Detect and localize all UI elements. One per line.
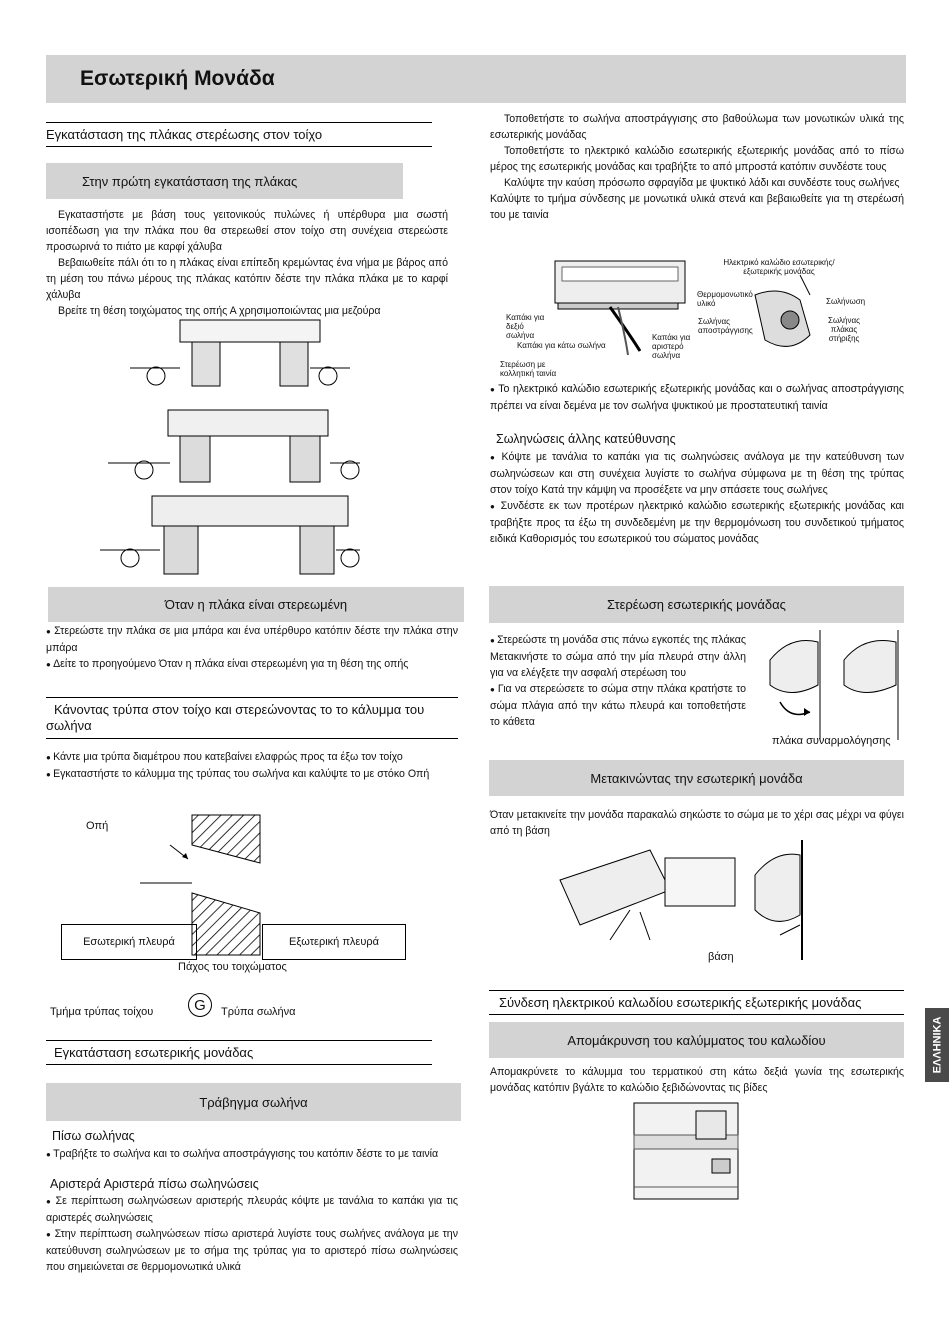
bullet: ● Σε περίπτωση σωληνώσεων αριστερής πλευράς κόψτε με τανάλια το καπάκι για τις αριστερές σωληνώσεις [46,1193,458,1226]
fig-label-cable: Ηλεκτρικό καλώδιο εσωτερικής/ εξωτερικής μονάδας [723,258,835,276]
box-fixing-unit: Στερέωση εσωτερικής μονάδας [489,586,904,623]
other-direction-bullets [490,449,904,547]
plate-fixed-bullets [46,623,458,673]
box-plate-fixed: Όταν η πλάκα είναι στερεωμένη [48,587,464,622]
fig-label-cap-right: Καπάκι για δεξιό σωλήνα [506,313,545,340]
pipe-connection-text [490,111,904,223]
wall-hole-bullets [46,749,458,783]
bullet: ● Τραβήξτε το σωλήνα και το σωλήνα αποστράγγισης του κατόπιν δέστε το με ταινία [46,1146,458,1163]
box-moving-unit: Μετακινώντας την εσωτερική μονάδα [489,760,904,796]
left-rear-bullets [46,1193,458,1275]
section-title-wall-hole: Κάνοντας τρύπα στον τοίχο και στερεώνοντας το το κάλυμμα του σωλήνα [46,697,458,739]
bullet: ● Δείτε το προηγούμενο Όταν η πλάκα είναι στερεωμένη για τη θέση της οπής [46,656,458,673]
inner-side-label: Εσωτερική πλευρά [61,924,197,960]
bullet: Απομακρύνετε το κάλυμμα του τερματικού στη κάτω δεξιά γωνία της εσωτερικής μονάδας κατόπιν βγάλτε το καλώδιο ξεβιδώνοντας τις βίδες [490,1066,904,1094]
bullet: ● Στερεώστε την πλάκα σε μια μπάρα και ένα υπέρθυρο κατόπιν δέστε την πλάκα στην μπάρα [46,623,458,656]
fig-label-piping: Σωλήνωση [826,297,866,306]
fig-label-insulation: Θερμομονωτικό υλικό [697,290,753,308]
section-title-plate: Εγκατάσταση της πλάκας στερέωσης στον τοίχο [46,122,432,147]
mounting-plate-figure-2 [108,410,360,482]
moving-unit-figure [550,840,850,960]
fixing-unit-bullets [490,632,746,730]
bullet: ● Κάντε μια τρύπα διαμέτρου που κατεβαίνει ελαφρώς προς τα έξω τον τοίχο [46,749,458,766]
mounting-plate-figures [100,318,360,588]
section-title-cable-connection: Σύνδεση ηλεκτρικού καλωδίου εσωτερικής εξωτερικής μονάδας [489,990,904,1015]
cable-bullet [490,381,904,414]
rear-pipe-bullet [46,1146,458,1163]
moving-unit-bullet [490,807,904,839]
paragraph: Βεβαιωθείτε πάλι ότι το η πλάκας είναι επίπεδη κρεμώντας ένα νήμα με βάρος από τη μέση του πάνω μέρους της πλάκας κατόπιν δέστε την πλάκα πλάκα με το καρφί χάλυβα [46,257,448,301]
fig-label-cap-left: Καπάκι για αριστερό σωλήνα [652,333,691,360]
bullet: ● Συνδέστε εκ των προτέρων ηλεκτρικό καλώδιο εσωτερικής εξωτερικής μονάδας και τραβήξτε προς τα έξω τη συνδεδεμένη με την θερμομόνωση του συνδετικού τμήματος ειδικά Καθορισμός του εσωτερικού του σώματος μονάδας [490,498,904,547]
other-direction-subtitle: Σωληνώσεις άλλης κατεύθυνσης [496,432,676,446]
rear-pipe-subtitle: Πίσω σωλήνας [52,1129,135,1143]
pipe-hole-label: Τρύπα σωλήνα [221,1006,296,1018]
fig-label-tape: Στερέωση με κολλητική ταινία [500,360,557,378]
language-tab [925,1008,949,1082]
paragraph: Καλύψτε την καύση πρόσωπο σφραγίδα με ψυκτικό λάδι και συνδέστε τους σωλήνες [504,177,900,189]
mounting-plate-figure-3 [100,496,360,574]
wall-hole-part-label: Τμήμα τρύπας τοίχου [50,1006,154,1018]
plate-instructions [46,207,448,319]
g-symbol: G [188,993,212,1017]
box-pulling-pipe: Τράβηγμα σωλήνα [46,1083,461,1121]
fixing-unit-figure [760,630,906,740]
paragraph: Τοποθετήστε το σωλήνα αποστράγγισης στο βαθούλωμα των μονωτικών υλικά της εσωτερικής μονάδας [490,113,904,141]
bullet: ● Κόψτε με τανάλια το καπάκι για τις σωληνώσεις ανάλογα με την κατεύθυνση των σωληνώσεων και στη συνέχεια λυγίστε το σωλήνα σύμφωνα με τη θέση της τρύπας στον τοίχο Κατά την κάμψη να προσέξετε να μην σπάσετε τους σωλήνες [490,449,904,498]
hole-label: Οπή [86,820,109,832]
bullet: Όταν μετακινείτε την μονάδα παρακαλώ σηκώστε το σώμα με το χέρι σας μέχρι να φύγει από τη βάση [490,809,904,837]
language-tab-label: ΕΛΛΗΝΙΚΑ [931,1016,943,1074]
bullet: ● Το ηλεκτρικό καλώδιο εσωτερικής εξωτερικής μονάδας και ο σωλήνας αποστράγγισης πρέπει να είναι δεμένα με τον σωλήνα ψυκτικού με προστατευτική ταινία [490,381,904,414]
fig-label-cap-bottom: Καπάκι για κάτω σωλήνα [517,341,606,350]
fig-label-plate-hooks: Σωλήνας πλάκας στήριξης [828,316,860,343]
box-remove-cover: Απομάκρυνση του καλύμματος του καλωδίου [489,1022,904,1058]
terminal-cover-figure [634,1103,738,1211]
section-title-indoor-install: Εγκατάσταση εσωτερικής μονάδας [46,1040,432,1065]
paragraph: Τοποθετήστε το ηλεκτρικό καλώδιο εσωτερικής εξωτερικής μονάδας από το πίσω μέρος της εσωτερικής μονάδας και τραβήξτε το από μπροστά κατόπιν συνδέστε τους [490,145,904,173]
base-label: βάση [708,951,734,963]
bullet: ● Στην περίπτωση σωληνώσεων πίσω αριστερά λυγίστε τους σωλήνες ανάλογα με την κατεύθυνση σωληνώσεων με το σήμα της τρύπας για το αριστερό πίσω σωληνώσεις που σημειώνεται σε θερμομονωτικά υλικά [46,1226,458,1275]
bullet: ● Στερεώστε τη μονάδα στις πάνω εγκοπές της πλάκας Μετακινήστε το σώμα από την μία πλευρά στην άλλη για να ελέγξετε την ασφαλή στερέωση του [490,632,746,681]
wall-thickness-label: Πάχος του τοιχώματος [178,961,287,973]
bullet: ● Εγκαταστήστε το κάλυμμα της τρύπας του σωλήνα και καλύψτε το με στόκο Οπή [46,766,458,783]
outer-side-label: Εξωτερική πλευρά [262,924,406,960]
box-first-installation: Στην πρώτη εγκατάσταση της πλάκας [46,163,403,199]
page-header [46,55,906,103]
bullet: ● Για να στερεώσετε το σώμα στην πλάκα κρατήστε το σώμα πλάγια από την κάτω πλευρά και τοποθετήστε το κάθετα [490,681,746,730]
remove-cover-bullet [490,1064,904,1096]
assembly-plate-label: πλάκα συναρμολόγησης [772,735,891,747]
left-rear-subtitle: Αριστερά Αριστερά πίσω σωληνώσεις [50,1177,259,1191]
paragraph: Βρείτε τη θέση τοιχώματος της οπής Α χρησιμοποιώντας μια μεζούρα [58,305,381,317]
mounting-plate-figure-1 [130,320,350,386]
fig-label-drain-hose: Σωλήνας αποστράγγισης [698,317,753,335]
page-title: Εσωτερική Μονάδα [80,67,275,90]
paragraph: Καλύψτε το τμήμα σύνδεσης με μονωτικά υλικά στενά και βεβαιωθείτε για τη στερέωσή του με ταινία [490,193,904,221]
paragraph: Εγκαταστήστε με βάση τους γειτονικούς πυλώνες ή υπέρθυρα μια σωστή ισοπέδωση για την πλάκα που θα στερεωθεί στον τοίχο στη συνέχεια στερεώστε προσωρινά το πιάτο με καρφί χάλυβα [46,209,448,253]
